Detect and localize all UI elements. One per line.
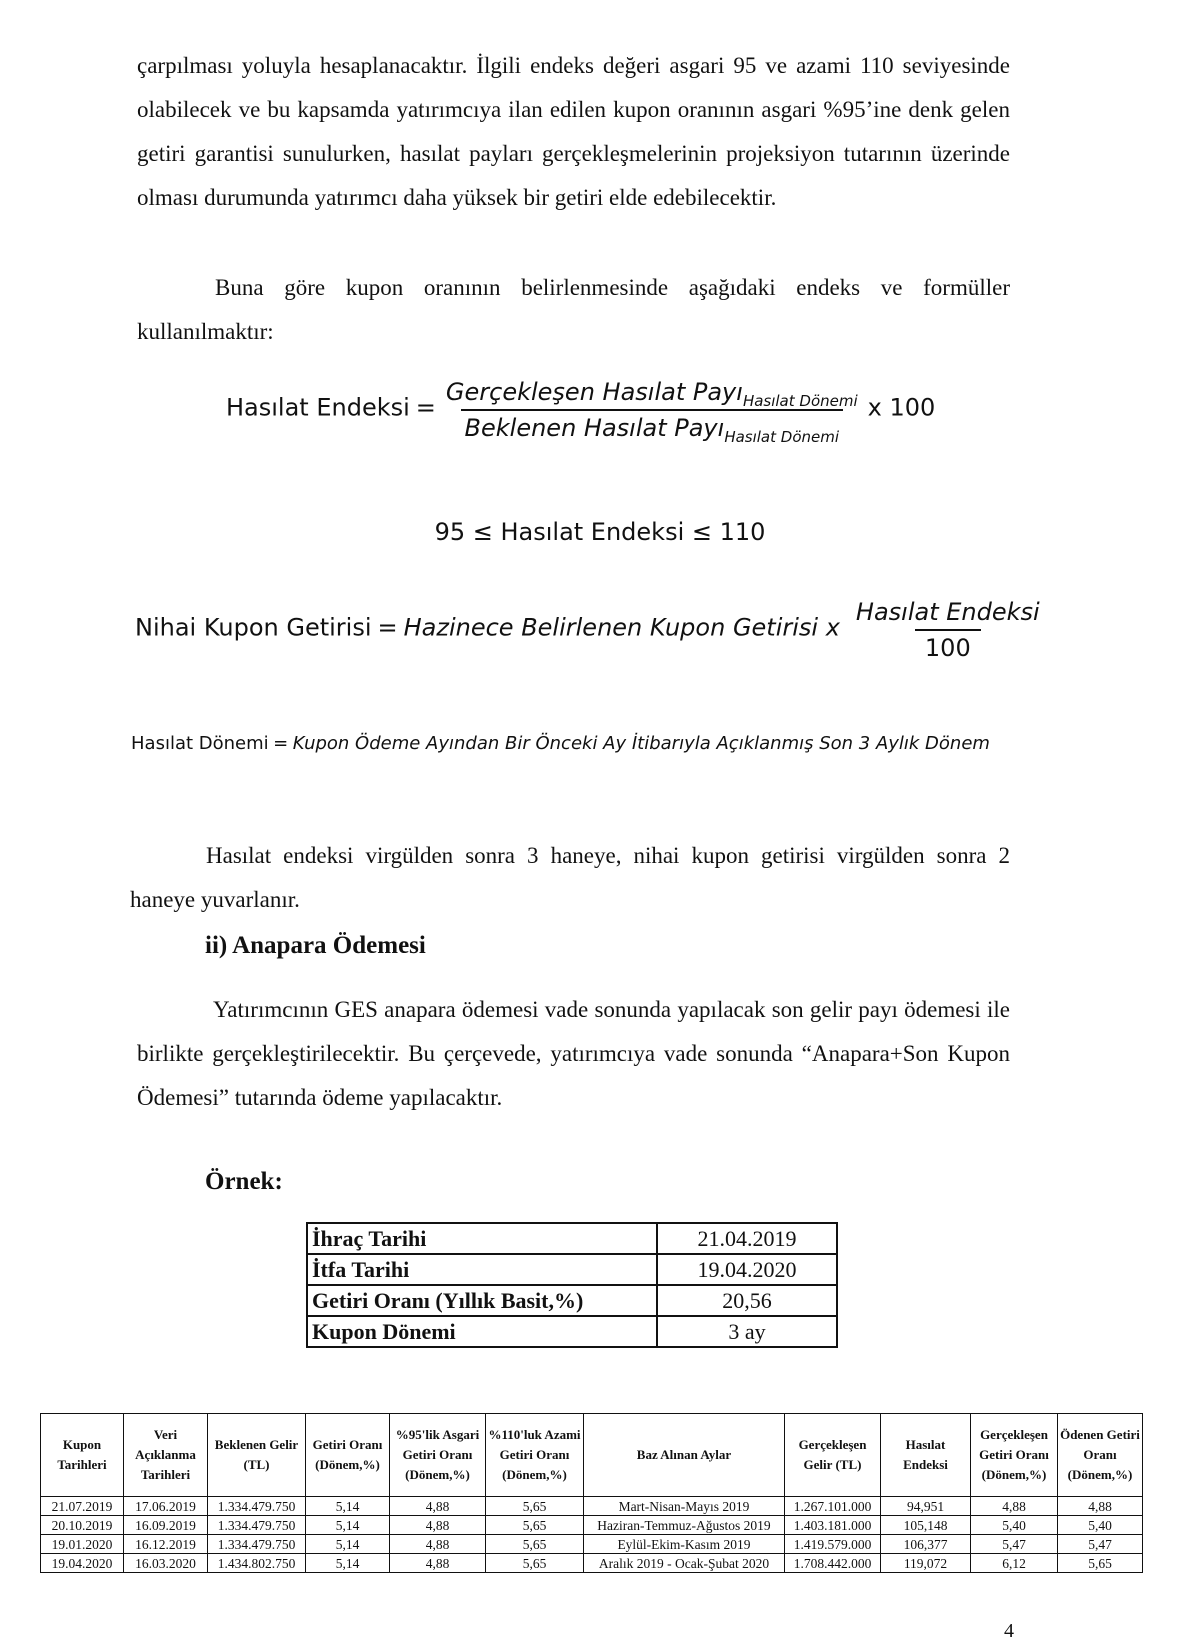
- table-cell: 4,88: [390, 1535, 486, 1554]
- table-cell: 1.334.479.750: [208, 1535, 306, 1554]
- table-cell: 5,40: [1058, 1516, 1143, 1535]
- table-cell: 5,65: [486, 1535, 584, 1554]
- table-cell: 1.334.479.750: [208, 1516, 306, 1535]
- table-cell: 1.708.442.000: [785, 1554, 881, 1573]
- table-cell: 6,12: [971, 1554, 1058, 1573]
- paragraph-formula-intro: Buna göre kupon oranının belirlenmesinde aşağıdaki endeks ve formüller kullanılmaktır:: [137, 275, 1010, 344]
- paragraph-intro: çarpılması yoluyla hesaplanacaktır. İlgili endeks değeri asgari 95 ve azami 110 seviyesinde olabilecek ve bu kapsamda yatırımcıya ilan edilen kupon oranının asgari %95’ine denk gelen getiri garantisi sunulurken, hasılat payları gerçekleşmelerinin projeksiyon tutarının üzerinde olması durumunda yatırımcı daha yüksek bir getiri elde edebilecektir.: [137, 53, 1010, 210]
- table-cell: 5,65: [486, 1497, 584, 1516]
- column-header: Veri Açıklanma Tarihleri: [124, 1414, 208, 1497]
- formula-fraction: [442, 378, 862, 446]
- formula-hasilat-endeksi: [226, 378, 936, 446]
- column-header: Ödenen Getiri Oranı (Dönem,%): [1058, 1414, 1143, 1497]
- table-cell: 4,88: [390, 1554, 486, 1573]
- table-row: [41, 1497, 1143, 1516]
- paragraph-anapara: Yatırımcının GES anapara ödemesi vade sonunda yapılacak son gelir payı ödemesi ile birlikte gerçekleştirilecektir. Bu çerçevede, yatırımcıya vade sonunda “Anapara+Son Kupon Ödemesi” tutarında ödeme yapılacaktır.: [137, 997, 1010, 1110]
- column-header: %95'lik Asgari Getiri Oranı (Dönem,%): [390, 1414, 486, 1497]
- table-row: [307, 1285, 837, 1316]
- formula-equals: =: [415, 393, 436, 422]
- table-cell: 5,40: [971, 1516, 1058, 1535]
- table-cell: 105,148: [881, 1516, 971, 1535]
- info-value: 19.04.2020: [657, 1254, 837, 1285]
- formula-numerator: Gerçekleşen Hasılat Payı: [445, 378, 743, 406]
- table-row: [41, 1516, 1143, 1535]
- info-label: İtfa Tarihi: [307, 1254, 657, 1285]
- table-cell: 94,951: [881, 1497, 971, 1516]
- column-header: Baz Alınan Aylar: [584, 1414, 785, 1497]
- formula-range: 95 ≤ Hasılat Endeksi ≤ 110: [434, 518, 766, 546]
- table-cell: 1.267.101.000: [785, 1497, 881, 1516]
- table-cell: 5,47: [971, 1535, 1058, 1554]
- info-value: 21.04.2019: [657, 1223, 837, 1254]
- formula-equals: =: [377, 613, 398, 642]
- table-cell: 4,88: [390, 1497, 486, 1516]
- table-cell: 4,88: [1058, 1497, 1143, 1516]
- table-cell: 16.03.2020: [124, 1554, 208, 1573]
- formula-denominator: 100: [915, 629, 981, 662]
- issue-info-table: [306, 1222, 838, 1348]
- table-cell: 5,14: [306, 1516, 390, 1535]
- column-header: Getiri Oranı (Dönem,%): [306, 1414, 390, 1497]
- coupon-schedule-table: [40, 1413, 1143, 1573]
- section-heading-ornek: Örnek:: [205, 1168, 283, 1195]
- formula-lhs: Hasılat Dönemi: [131, 733, 269, 754]
- formula-rhs: Kupon Ödeme Ayından Bir Önceki Ay İtibarıyla Açıklanmış Son 3 Aylık Dönem: [292, 733, 990, 754]
- table-cell: 5,65: [486, 1554, 584, 1573]
- column-header: Gerçekleşen Gelir (TL): [785, 1414, 881, 1497]
- table-cell: Eylül-Ekim-Kasım 2019: [584, 1535, 785, 1554]
- formula-denominator-subscript: Hasılat Dönemi: [724, 428, 840, 446]
- column-header: Kupon Tarihleri: [41, 1414, 124, 1497]
- table-cell: 119,072: [881, 1554, 971, 1573]
- table-cell: 4,88: [971, 1497, 1058, 1516]
- formula-hasilat-donemi: [131, 733, 990, 754]
- formula-multiplier: x 100: [867, 393, 936, 422]
- table-cell: 1.403.181.000: [785, 1516, 881, 1535]
- table-cell: 1.334.479.750: [208, 1497, 306, 1516]
- table-cell: Haziran-Temmuz-Ağustos 2019: [584, 1516, 785, 1535]
- table-cell: 19.04.2020: [41, 1554, 124, 1573]
- column-header: Gerçekleşen Getiri Oranı (Dönem,%): [971, 1414, 1058, 1497]
- page-number: 4: [1004, 1620, 1014, 1642]
- table-cell: 5,14: [306, 1554, 390, 1573]
- table-cell: 4,88: [390, 1516, 486, 1535]
- table-cell: Aralık 2019 - Ocak-Şubat 2020: [584, 1554, 785, 1573]
- table-row: [307, 1316, 837, 1347]
- info-value: 20,56: [657, 1285, 837, 1316]
- table-cell: 5,65: [486, 1516, 584, 1535]
- table-cell: 106,377: [881, 1535, 971, 1554]
- info-value: 3 ay: [657, 1316, 837, 1347]
- table-cell: 16.12.2019: [124, 1535, 208, 1554]
- table-cell: Mart-Nisan-Mayıs 2019: [584, 1497, 785, 1516]
- column-header: %110'luk Azami Getiri Oranı (Dönem,%): [486, 1414, 584, 1497]
- column-header: Hasılat Endeksi: [881, 1414, 971, 1497]
- table-row: [41, 1535, 1143, 1554]
- info-label: Kupon Dönemi: [307, 1316, 657, 1347]
- formula-equals: =: [273, 733, 289, 754]
- paragraph-rounding: Hasılat endeksi virgülden sonra 3 haneye, nihai kupon getirisi virgülden sonra 2 haneye yuvarlanır.: [130, 843, 1010, 912]
- table-row: [41, 1554, 1143, 1573]
- table-cell: 1.419.579.000: [785, 1535, 881, 1554]
- column-header: Beklenen Gelir (TL): [208, 1414, 306, 1497]
- table-cell: 19.01.2020: [41, 1535, 124, 1554]
- section-heading-anapara: ii) Anapara Ödemesi: [205, 932, 426, 959]
- table-cell: 5,14: [306, 1535, 390, 1554]
- table-header-row: [41, 1414, 1143, 1497]
- formula-numerator-subscript: Hasılat Dönemi: [742, 392, 858, 410]
- table-row: [307, 1254, 837, 1285]
- table-cell: 20.10.2019: [41, 1516, 124, 1535]
- table-cell: 5,14: [306, 1497, 390, 1516]
- table-cell: 1.434.802.750: [208, 1554, 306, 1573]
- table-cell: 17.06.2019: [124, 1497, 208, 1516]
- formula-nihai-kupon: [135, 598, 1050, 662]
- formula-numerator: Hasılat Endeksi: [855, 598, 1040, 626]
- formula-fraction: [846, 598, 1050, 662]
- info-label: İhraç Tarihi: [307, 1223, 657, 1254]
- formula-lhs: Nihai Kupon Getirisi: [135, 613, 372, 642]
- table-row: [307, 1223, 837, 1254]
- table-cell: 5,47: [1058, 1535, 1143, 1554]
- table-cell: 21.07.2019: [41, 1497, 124, 1516]
- formula-rhs: Hazinece Belirlenen Kupon Getirisi x: [403, 613, 840, 642]
- info-label: Getiri Oranı (Yıllık Basit,%): [307, 1285, 657, 1316]
- formula-lhs: Hasılat Endeksi: [226, 393, 410, 422]
- table-cell: 5,65: [1058, 1554, 1143, 1573]
- formula-denominator: Beklenen Hasılat Payı: [464, 414, 725, 442]
- table-cell: 16.09.2019: [124, 1516, 208, 1535]
